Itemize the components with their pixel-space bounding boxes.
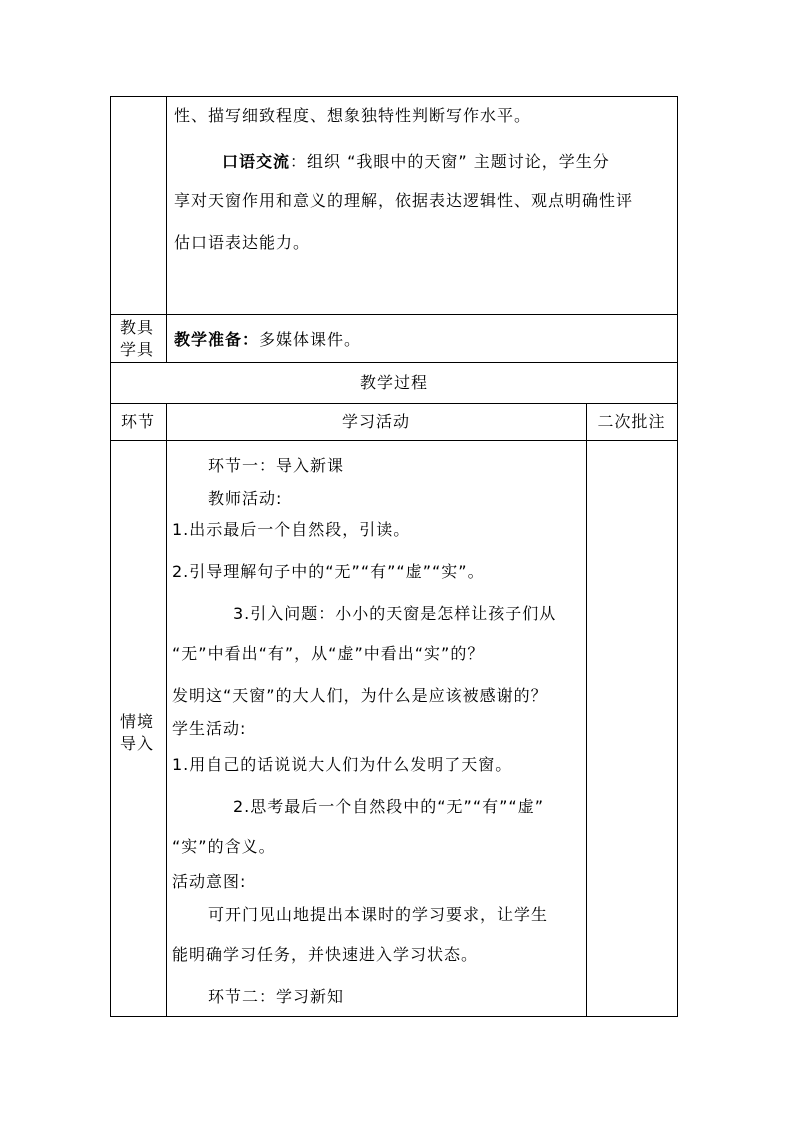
- prep-label: 教学准备：: [174, 330, 260, 349]
- table-top-border: [110, 96, 678, 97]
- tools-label-line-1: 教具: [120, 318, 155, 337]
- header-notes: 二次批注: [597, 412, 666, 431]
- row-divider-tools: [110, 314, 678, 315]
- teaching-prep: [174, 330, 361, 350]
- header-stage: 环节: [120, 412, 155, 431]
- table-bottom-border: [110, 1016, 678, 1017]
- table-right-border: [677, 96, 678, 1017]
- activity-line: 1.用自己的话说说大人们为什么发明了天窗。: [172, 755, 513, 774]
- tools-label-line-2: 学具: [120, 340, 155, 359]
- activity-line: 可开门见山地提出本课时的学习要求，让学生: [208, 905, 549, 924]
- activity-line: 1.出示最后一个自然段，引读。: [172, 520, 411, 539]
- activity-line: 2.思考最后一个自然段中的“无”“有”“虚”: [233, 797, 545, 816]
- process-title: 教学过程: [359, 373, 428, 392]
- header-activity: 学习活动: [341, 412, 410, 431]
- activity-line: 活动意图:: [172, 872, 247, 891]
- oral-assessment-line: [222, 152, 610, 172]
- activity-line: 环节二：学习新知: [208, 987, 345, 1006]
- oral-text: ：组织 “我眼中的天窗” 主题讨论，学生分: [290, 152, 610, 171]
- column-divider-label-bottom: [166, 403, 167, 1017]
- row-divider-header: [110, 403, 678, 404]
- section-label-line-2: 导入: [120, 734, 155, 753]
- activity-line: “无”中看出“有”，从“虚”中看出“实”的？: [172, 644, 485, 663]
- oral-assessment-line-3: 估口语表达能力。: [174, 233, 311, 252]
- assessment-text-line: 性、描写细致程度、想象独特性判断写作水平。: [174, 106, 532, 125]
- row-divider-process: [110, 362, 678, 363]
- column-divider-notes: [586, 403, 587, 1017]
- activity-line: 能明确学习任务，并快速进入学习状态。: [172, 945, 479, 964]
- activity-line: 2.引导理解句子中的“无”“有”“虚”“实”。: [172, 562, 485, 581]
- activity-line: 发明这“天窗”的大人们，为什么是应该被感谢的？: [172, 686, 548, 705]
- activity-line: 教师活动:: [208, 489, 283, 508]
- activity-line: 环节一：导入新课: [208, 456, 345, 475]
- activity-line: 3.引入问题：小小的天窗是怎样让孩子们从: [233, 604, 557, 623]
- activity-line: “实”的含义。: [172, 837, 276, 856]
- column-divider-label-top: [166, 96, 167, 363]
- table-left-border: [110, 96, 111, 1017]
- row-divider-section: [110, 440, 678, 441]
- oral-label: 口语交流: [222, 152, 291, 171]
- prep-value: 多媒体课件。: [259, 330, 362, 349]
- activity-line: 学生活动:: [172, 719, 247, 738]
- oral-assessment-line-2: 享对天窗作用和意义的理解，依据表达逻辑性、观点明确性评: [174, 191, 634, 210]
- section-label-line-1: 情境: [120, 712, 155, 731]
